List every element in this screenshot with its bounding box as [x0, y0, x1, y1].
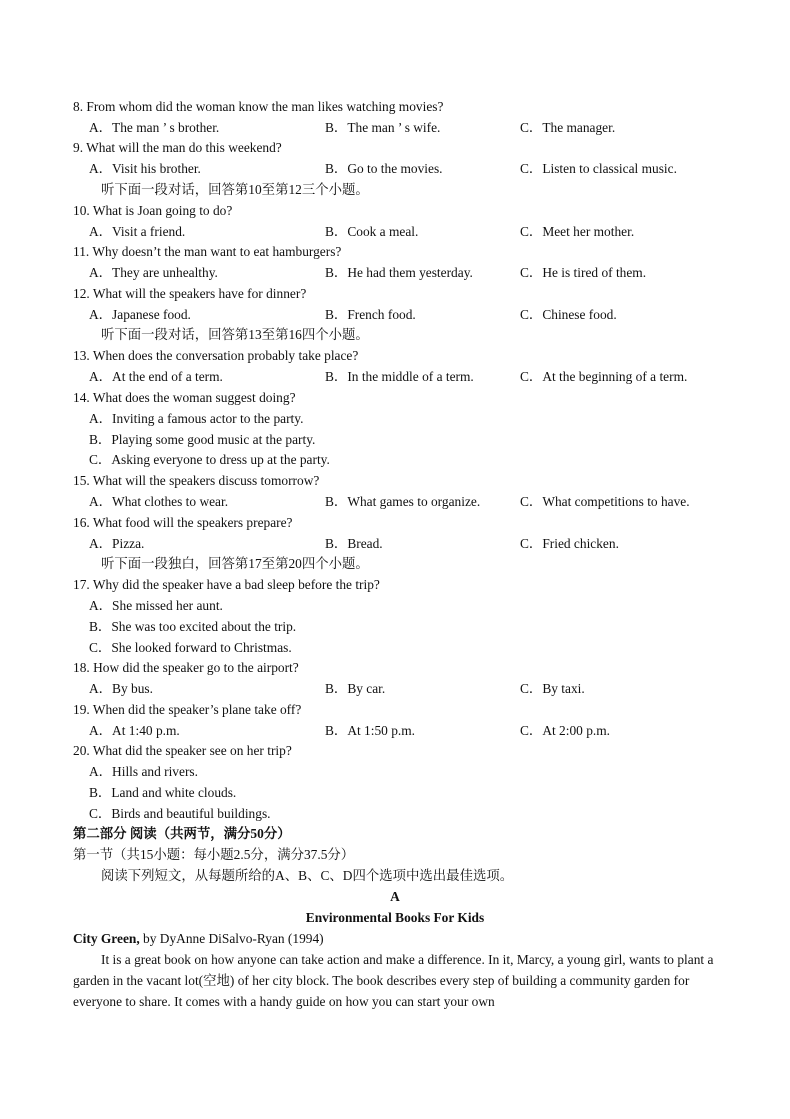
q10-option-c: C．Meet her mother. — [520, 224, 635, 239]
q15-option-b: B．What games to organize. — [325, 494, 481, 509]
question-20: 20. What did the speaker see on her trip? — [73, 743, 292, 758]
q13-option-b: B．In the middle of a term. — [325, 369, 474, 384]
q13-option-c: C．At the beginning of a term. — [520, 369, 688, 384]
section-heading: 第一节（共15小题：每小题2.5分，满分37.5分） — [73, 847, 355, 862]
q19-option-b: B．At 1:50 p.m. — [325, 723, 416, 738]
q14-option-a: A．Inviting a famous actor to the party. — [89, 411, 304, 426]
question-9: 9. What will the man do this weekend? — [73, 140, 282, 155]
q11-option-b: B．He had them yesterday. — [325, 265, 473, 280]
q18-option-a: A．By bus. — [89, 681, 153, 696]
reading-instruction: 阅读下列短文，从每题所给的A、B、C、D四个选项中选出最佳选项。 — [101, 868, 514, 883]
q16-option-a: A．Pizza. — [89, 536, 145, 551]
q18-option-c: C．By taxi. — [520, 681, 585, 696]
q8-option-c: C．The manager. — [520, 120, 616, 135]
q11-option-c: C．He is tired of them. — [520, 265, 647, 280]
question-19: 19. When did the speaker’s plane take off? — [73, 702, 302, 717]
q10-option-b: B．Cook a meal. — [325, 224, 419, 239]
q11-option-a: A．They are unhealthy. — [89, 265, 218, 280]
question-17: 17. Why did the speaker have a bad sleep before the trip? — [73, 577, 380, 592]
question-8: 8. From whom did the woman know the man likes watching movies? — [73, 99, 444, 114]
question-11: 11. Why doesn’t the man want to eat hamburgers? — [73, 244, 342, 259]
q20-option-a: A．Hills and rivers. — [89, 764, 198, 779]
passage-paragraph — [73, 949, 718, 1012]
q12-option-c: C．Chinese food. — [520, 307, 617, 322]
book-heading — [73, 931, 324, 947]
q19-option-a: A．At 1:40 p.m. — [89, 723, 180, 738]
q16-option-b: B．Bread. — [325, 536, 383, 551]
question-16: 16. What food will the speakers prepare? — [73, 515, 293, 530]
q9-option-a: A．Visit his brother. — [89, 161, 201, 176]
question-14: 14. What does the woman suggest doing? — [73, 390, 296, 405]
q9-option-c: C．Listen to classical music. — [520, 161, 677, 176]
q18-option-b: B．By car. — [325, 681, 386, 696]
listening-instruction: 听下面一段对话，回答第10至第12三个小题。 — [101, 182, 369, 197]
question-18: 18. How did the speaker go to the airport? — [73, 660, 299, 675]
part-heading: 第二部分 阅读（共两节，满分50分） — [73, 826, 291, 841]
paragraph-text: It is a great book on how anyone can take action and make a difference. In it, Marcy, a young girl, wants to plant a garden in the vacant lot(空地) of her city block. The book describes every step of building a community garden for everyone to share. It comes with a handy guide on how you can start your own — [73, 952, 714, 1009]
q8-option-b: B．The man ’ s wife. — [325, 120, 441, 135]
q9-option-b: B．Go to the movies. — [325, 161, 443, 176]
question-12: 12. What will the speakers have for dinner? — [73, 286, 307, 301]
q13-option-a: A．At the end of a term. — [89, 369, 223, 384]
q17-option-c: C．She looked forward to Christmas. — [89, 640, 292, 655]
question-15: 15. What will the speakers discuss tomorrow? — [73, 473, 320, 488]
listening-instruction: 听下面一段对话，回答第13至第16四个小题。 — [101, 327, 369, 342]
q12-option-b: B．French food. — [325, 307, 416, 322]
q20-option-b: B．Land and white clouds. — [89, 785, 237, 800]
passage-title: Environmental Books For Kids — [305, 910, 485, 925]
book-title: City Green, — [73, 931, 140, 946]
book-byline: by DyAnne DiSalvo-Ryan (1994) — [139, 931, 324, 946]
question-10: 10. What is Joan going to do? — [73, 203, 233, 218]
listening-instruction: 听下面一段独白，回答第17至第20四个小题。 — [101, 556, 369, 571]
q14-option-c: C．Asking everyone to dress up at the party. — [89, 452, 330, 467]
q12-option-a: A．Japanese food. — [89, 307, 191, 322]
question-13: 13. When does the conversation probably take place? — [73, 348, 359, 363]
q14-option-b: B．Playing some good music at the party. — [89, 432, 316, 447]
q10-option-a: A．Visit a friend. — [89, 224, 186, 239]
q19-option-c: C．At 2:00 p.m. — [520, 723, 611, 738]
q15-option-a: A．What clothes to wear. — [89, 494, 229, 509]
passage-letter: A — [390, 889, 400, 904]
q8-option-a: A．The man ’ s brother. — [89, 120, 220, 135]
q17-option-a: A．She missed her aunt. — [89, 598, 223, 613]
q15-option-c: C．What competitions to have. — [520, 494, 690, 509]
q20-option-c: C．Birds and beautiful buildings. — [89, 806, 271, 821]
q17-option-b: B．She was too excited about the trip. — [89, 619, 297, 634]
q16-option-c: C．Fried chicken. — [520, 536, 619, 551]
